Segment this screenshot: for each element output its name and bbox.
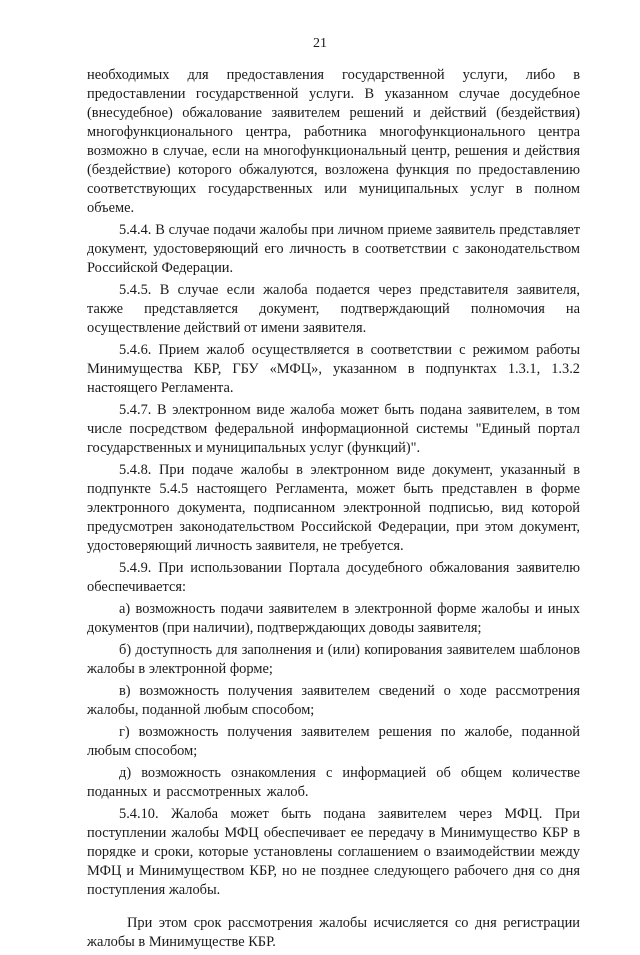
paragraph-5-4-6: 5.4.6. Прием жалоб осуществляется в соответствии с режимом работы Минимущества КБР, ГБУ «МФЦ», указанном в подпунктах 1.3.1, 1.3.2 настоящего Регламента. [87, 342, 580, 396]
paragraph-5-4-5: 5.4.5. В случае если жалоба подается через представителя заявителя, также представляется документ, подтверждающий полномочия на осуществление действий от имени заявителя. [87, 282, 580, 336]
page-number: 21 [313, 36, 327, 51]
list-item-d: д) возможность ознакомления с информацией об общем количестве поданных и рассмотренных жалоб. [87, 765, 580, 800]
list-item-a: а) возможность подачи заявителем в электронной форме жалобы и иных документов (при наличии), подтверждающих доводы заявителя; [87, 601, 580, 636]
paragraph-5-4-10: 5.4.10. Жалоба может быть подана заявителем через МФЦ. При поступлении жалобы МФЦ обеспечивает ее передачу в Минимущество КБР в порядке и сроки, которые установлены соглашением о взаимодействии между МФЦ и Минимуществом КБР, но не позднее следующего рабочего дня со дня поступления жалобы. [87, 806, 580, 898]
list-item-v: в) возможность получения заявителем сведений о ходе рассмотрения жалобы, поданной любым способом; [87, 683, 580, 718]
paragraph-continuation: необходимых для предоставления государственной услуги, либо в предоставлении государственной услуги. В указанном случае досудебное (внесудебное) обжалование заявителем решений и действий (бездействия) многофункционального центра, работника многофункционального центра возможно в случае, если на многофункциональный центр, решения и действия (бездействие) которого обжалуются, возложена функция по предоставлению соответствующих государственных или муниципальных услуг в полном объеме. [87, 67, 580, 216]
document-body [87, 66, 580, 955]
list-item-g: г) возможность получения заявителем решения по жалобе, поданной любым способом; [87, 724, 580, 759]
paragraph-5-4-8: 5.4.8. При подаче жалобы в электронном виде документ, указанный в подпункте 5.4.5 настоящего Регламента, может быть представлен в форме электронного документа, подписанном электронной подписью, вид которой предусмотрен законодательством Российской Федерации, при этом документ, удостоверяющий личность заявителя, не требуется. [87, 462, 580, 554]
paragraph-closing: При этом срок рассмотрения жалобы исчисляется со дня регистрации жалобы в Минимуществе КБР. [87, 915, 580, 950]
paragraph-5-4-4: 5.4.4. В случае подачи жалобы при личном приеме заявитель представляет документ, удостоверяющий его личность в соответствии с законодательством Российской Федерации. [87, 222, 580, 276]
paragraph-5-4-7: 5.4.7. В электронном виде жалоба может быть подана заявителем, в том числе посредством федеральной информационной системы "Единый портал государственных и муниципальных услуг (функций)". [87, 402, 580, 456]
list-item-b: б) доступность для заполнения и (или) копирования заявителем шаблонов жалобы в электронной форме; [87, 642, 580, 677]
paragraph-5-4-9: 5.4.9. При использовании Портала досудебного обжалования заявителю обеспечивается: [87, 560, 580, 595]
